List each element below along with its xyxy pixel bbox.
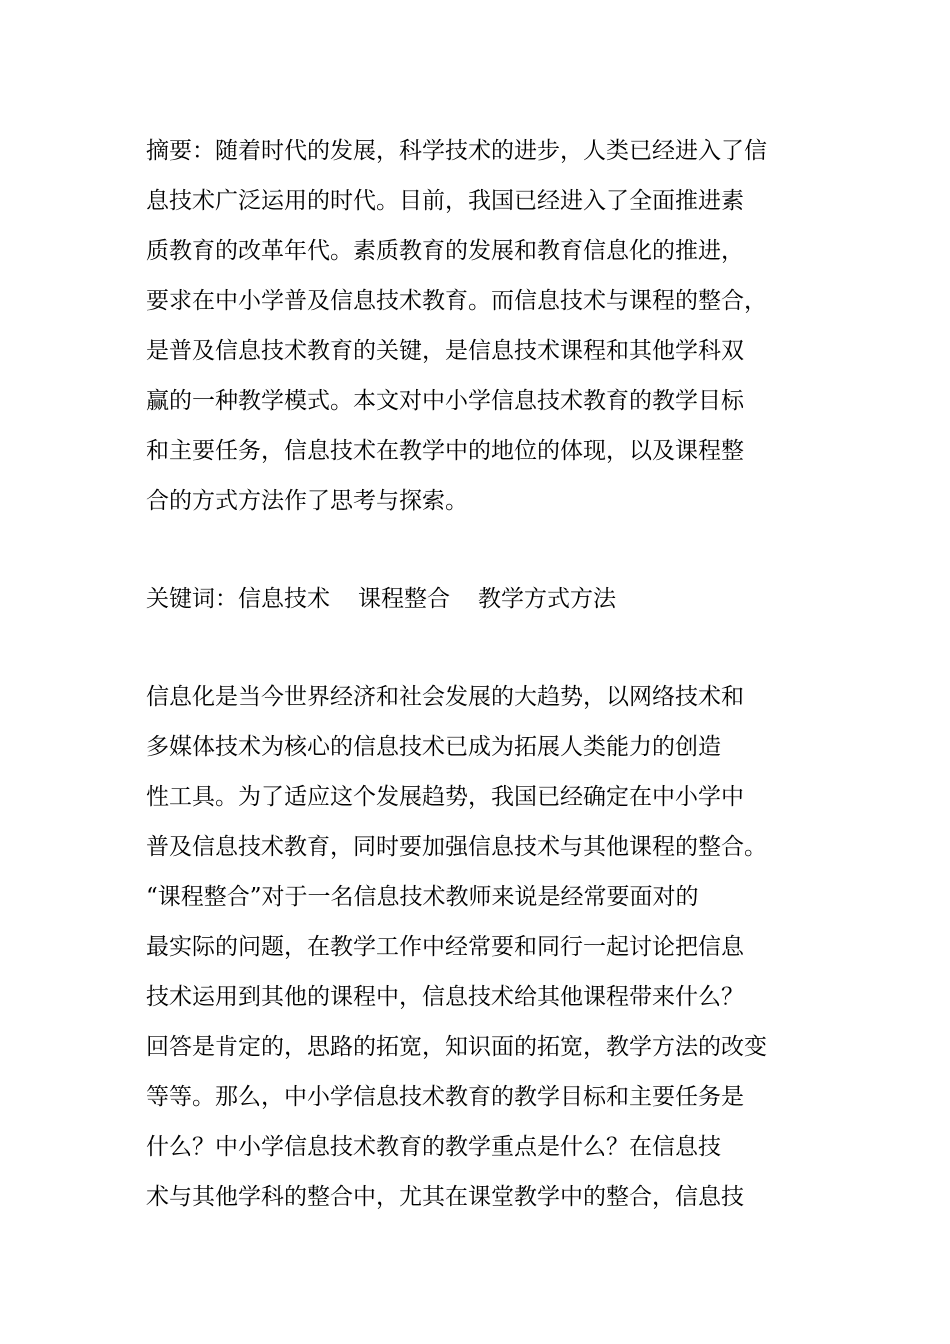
intro-line: 什么？中小学信息技术教育的教学重点是什么？在信息技 [146, 1134, 721, 1160]
intro-paragraph [146, 672, 836, 1222]
abstract-line: 息技术广泛运用的时代。目前，我国已经进入了全面推进素 [146, 188, 744, 214]
abstract-line: 是普及信息技术教育的关键，是信息技术课程和其他学科双 [146, 338, 744, 364]
intro-line: 术与其他学科的整合中，尤其在课堂教学中的整合，信息技 [146, 1184, 744, 1210]
intro-line: 性工具。为了适应这个发展趋势，我国已经确定在中小学中 [146, 784, 744, 810]
intro-line: “课程整合”对于一名信息技术教师来说是经常要面对的 [146, 884, 699, 910]
intro-line: 最实际的问题，在教学工作中经常要和同行一起讨论把信息 [146, 934, 744, 960]
abstract-line: 赢的一种教学模式。本文对中小学信息技术教育的教学目标 [146, 388, 744, 414]
intro-line: 信息化是当今世界经济和社会发展的大趋势，以网络技术和 [146, 684, 744, 710]
intro-line: 等等。那么，中小学信息技术教育的教学目标和主要任务是 [146, 1084, 744, 1110]
abstract-line: 摘要：随着时代的发展，科学技术的进步，人类已经进入了信 [146, 138, 767, 164]
abstract-line: 质教育的改革年代。素质教育的发展和教育信息化的推进， [146, 238, 744, 264]
abstract-line: 要求在中小学普及信息技术教育。而信息技术与课程的整合， [146, 288, 767, 314]
keywords-line [146, 574, 836, 624]
keywords-label: 关键词： [146, 586, 238, 612]
abstract-line: 合的方式方法作了思考与探索。 [146, 488, 468, 514]
intro-line: 多媒体技术为核心的信息技术已成为拓展人类能力的创造 [146, 734, 721, 760]
keywords-row [146, 574, 836, 624]
keyword: 信息技术 [238, 586, 330, 612]
intro-line: 技术运用到其他的课程中，信息技术给其他课程带来什么？ [146, 984, 744, 1010]
intro-line: 普及信息技术教育，同时要加强信息技术与其他课程的整合。 [146, 834, 767, 860]
abstract-paragraph [146, 126, 836, 526]
intro-line: 回答是肯定的，思路的拓宽，知识面的拓宽，教学方法的改变 [146, 1034, 767, 1060]
abstract-line: 和主要任务，信息技术在教学中的地位的体现，以及课程整 [146, 438, 744, 464]
keyword: 课程整合 [358, 586, 450, 612]
keyword: 教学方式方法 [478, 586, 616, 612]
